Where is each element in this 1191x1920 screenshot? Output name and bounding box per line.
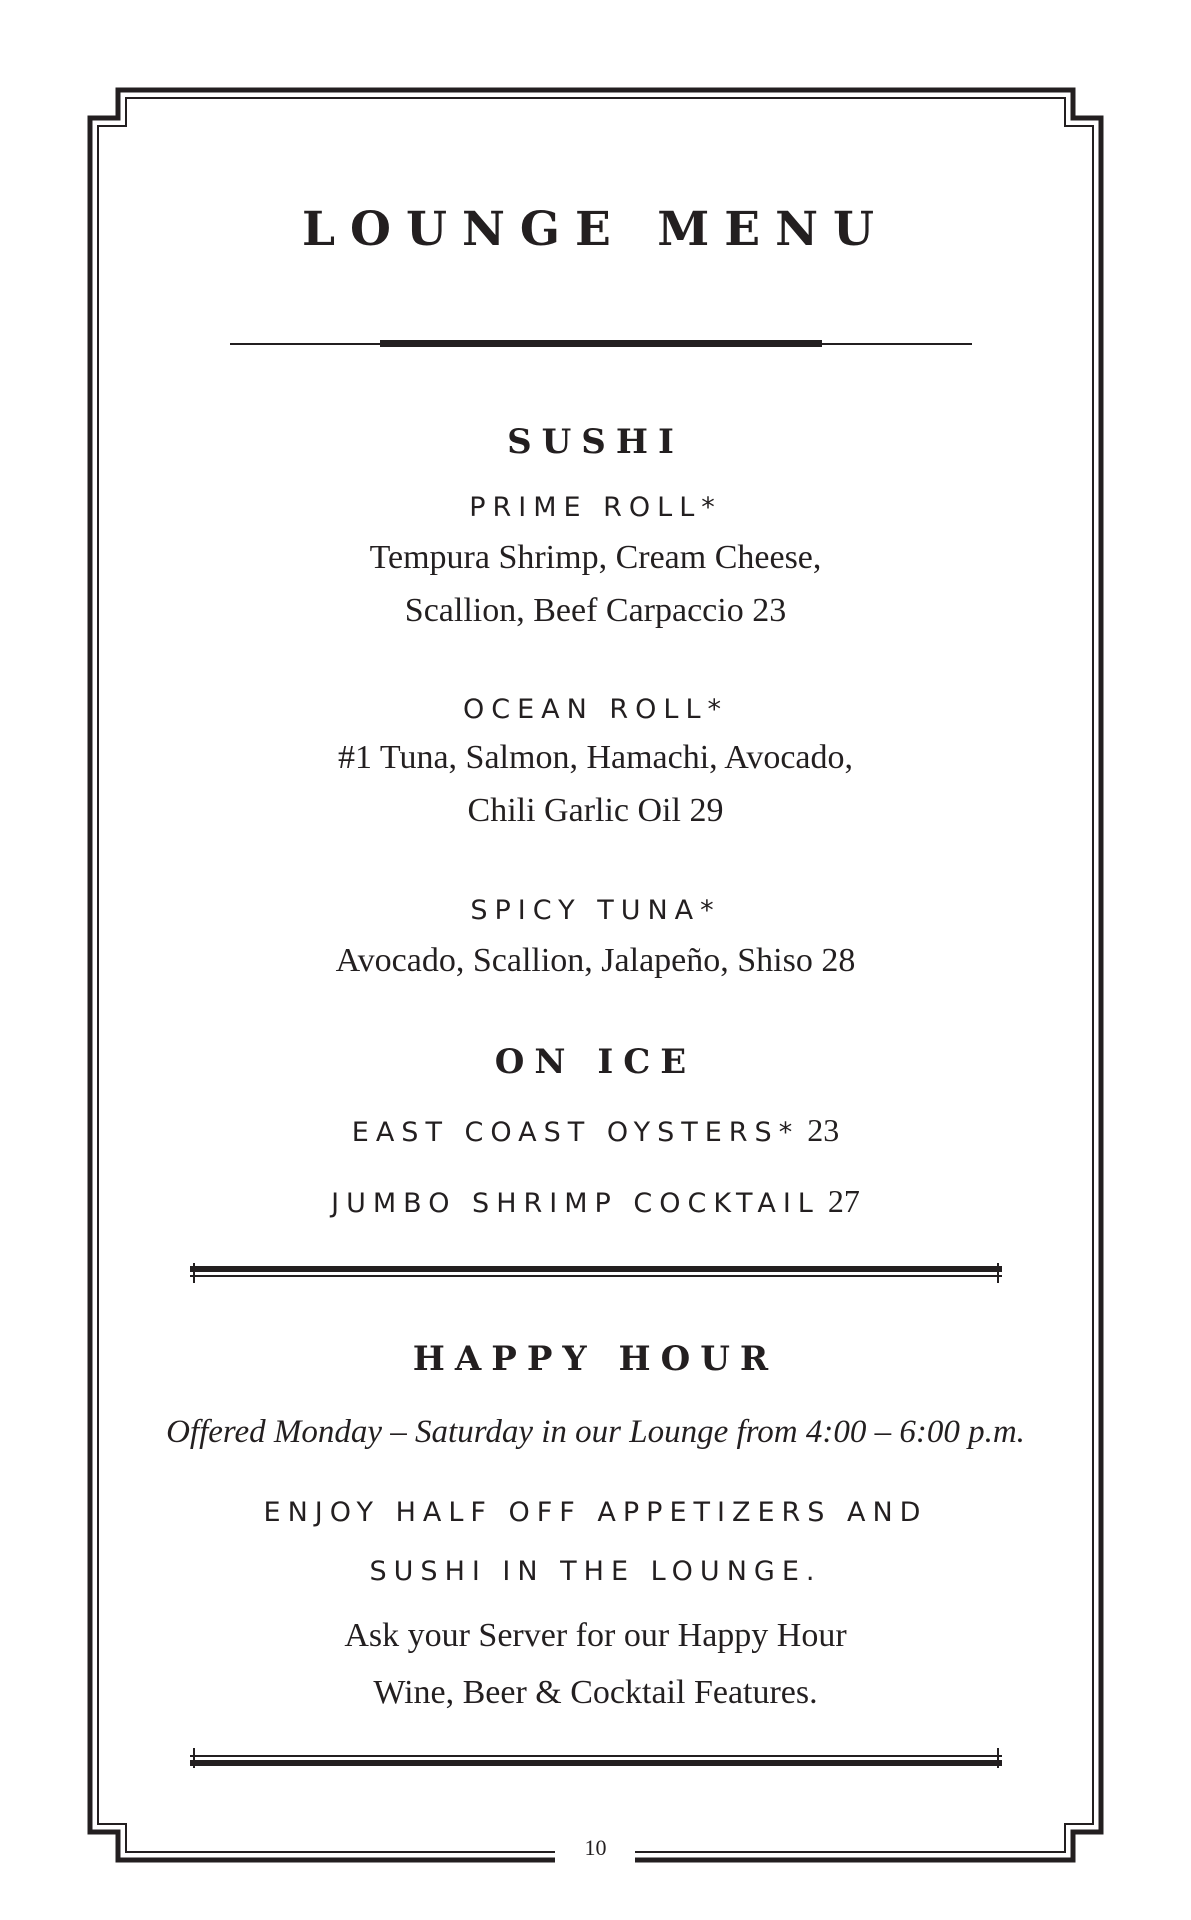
- oysters-item: [0, 1112, 1191, 1151]
- happy-hour-note-line-1: Ask your Server for our Happy Hour: [344, 1617, 847, 1654]
- ocean-roll-desc-1: #1 Tuna, Salmon, Hamachi, Avocado,: [338, 739, 853, 776]
- happy-hour-offer-line-2: SUSHI IN THE LOUNGE.: [369, 1556, 822, 1587]
- prime-roll-desc-2: Scallion, Beef Carpaccio 23: [404, 592, 787, 629]
- happy-hour-offer-line-1: ENJOY HALF OFF APPETIZERS AND: [263, 1497, 928, 1528]
- ocean-roll-desc-2: Chili Garlic Oil 29: [467, 792, 724, 829]
- happy-hour-note-line-2: Wine, Beer & Cocktail Features.: [373, 1674, 818, 1711]
- prime-roll-desc-1: Tempura Shrimp, Cream Cheese,: [369, 539, 822, 576]
- spicy-tuna-name: SPICY TUNA*: [470, 895, 721, 926]
- prime-roll-name: PRIME ROLL*: [469, 492, 722, 523]
- sushi-heading: SUSHI: [507, 422, 684, 462]
- page-number: 10: [584, 1835, 607, 1860]
- on-ice-heading: ON ICE: [494, 1042, 697, 1082]
- oysters-price: 23: [807, 1112, 840, 1148]
- spicy-tuna-desc: Avocado, Scallion, Jalapeño, Shiso 28: [335, 942, 856, 979]
- shrimp-cocktail-price: 27: [827, 1183, 860, 1219]
- happy-hour-heading: HAPPY HOUR: [412, 1339, 779, 1379]
- oysters-name: EAST COAST OYSTERS*: [351, 1117, 800, 1148]
- page-title: LOUNGE MENU: [301, 202, 890, 257]
- shrimp-cocktail-name: JUMBO SHRIMP COCKTAIL: [331, 1188, 820, 1219]
- ocean-roll-name: OCEAN ROLL*: [462, 694, 728, 725]
- shrimp-cocktail-item: [0, 1183, 1191, 1222]
- happy-hour-schedule: Offered Monday – Saturday in our Lounge from 4:00 – 6:00 p.m.: [166, 1414, 1025, 1450]
